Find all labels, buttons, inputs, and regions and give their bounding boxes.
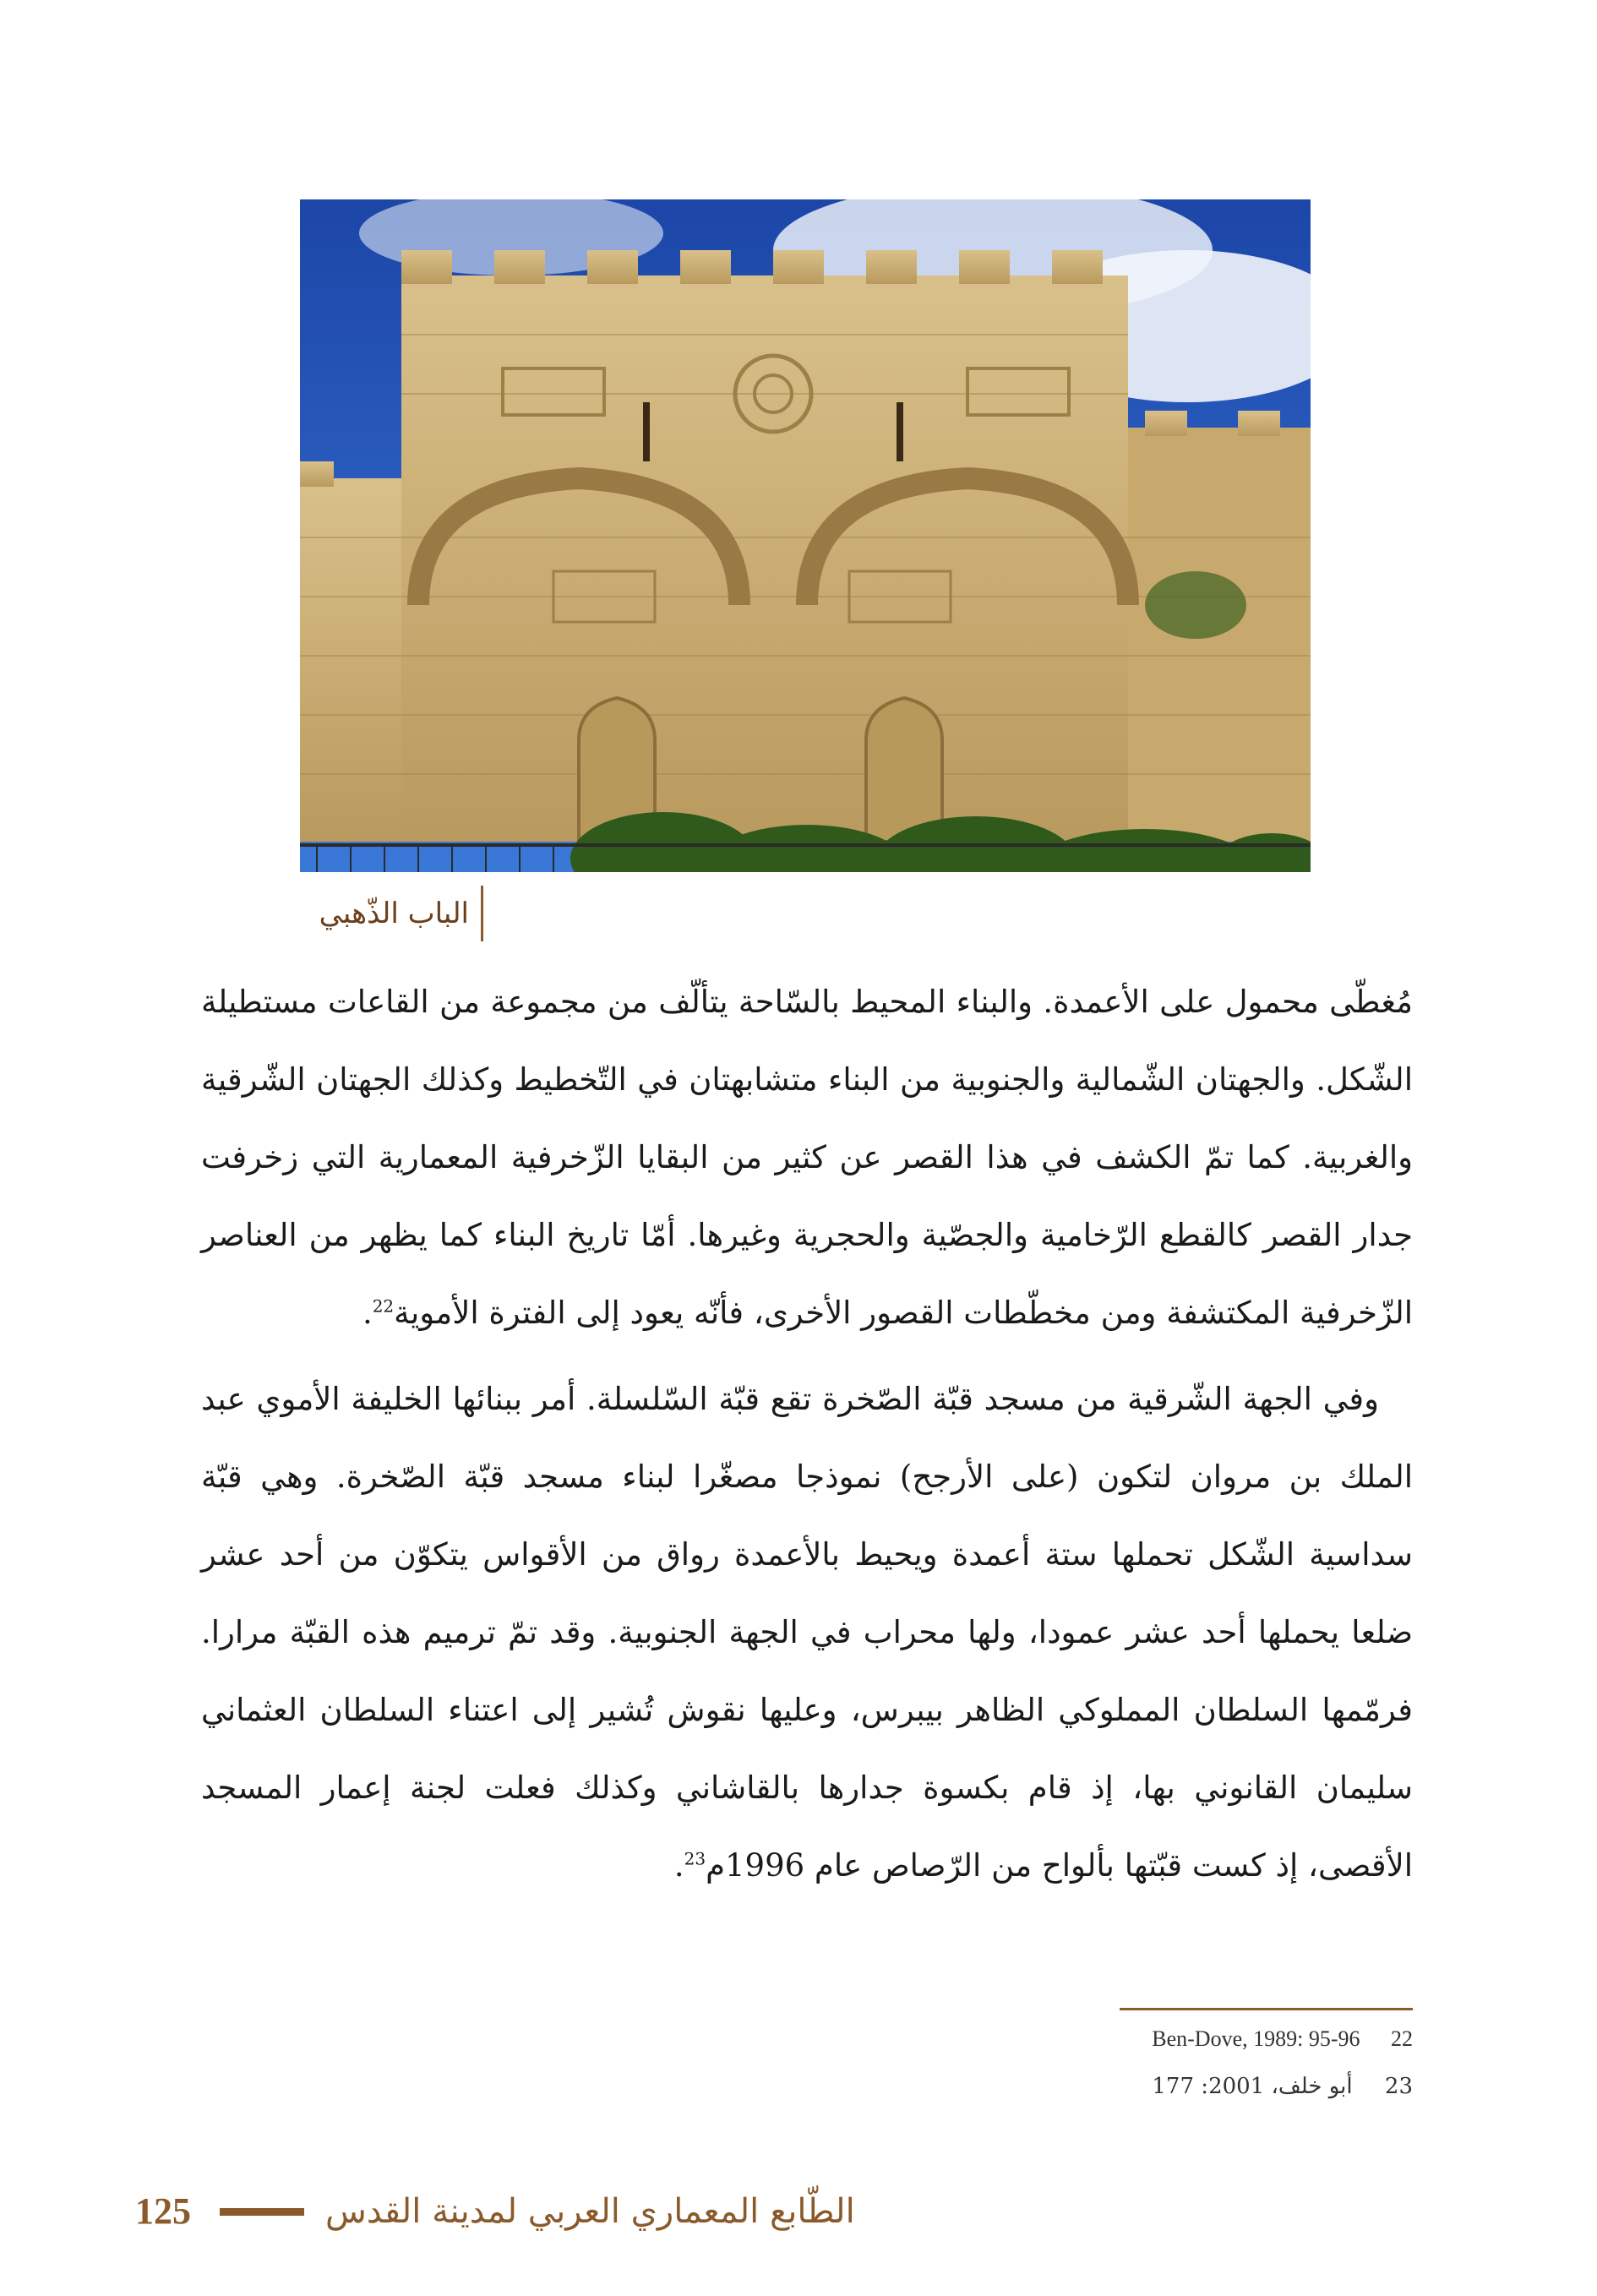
- footnote: [1152, 2074, 1413, 2099]
- footnote-ref[interactable]: 23: [684, 1848, 706, 1869]
- paragraph: مُغطّى محمول على الأعمدة. والبناء المحيط بالسّاحة يتألّف من مجموعة من القاعات مستطيلة الشّكل. والجهتان الشّمالية والجنوبية من البناء متشابهتان في التّخطيط وكذلك الجهتان الشّرقية والغربية. كما تمّ الكشف في هذا القصر عن كثير من البقايا الزّخرفية المعمارية التي زخرفت جدار القصر كالقطع الرّخامية والجصّية والحجرية وغيرها. أمّا تاريخ البناء كما يظهر من العناصر الزّخرفية المكتشفة ومن مخطّطات القصور الأخرى، فأنّه يعود إلى الفترة الأموية$^{22}$.: [201, 984, 1413, 1331]
- body-text: [201, 963, 1413, 1905]
- paragraph: وفي الجهة الشّرقية من مسجد قبّة الصّخرة تقع قبّة السّلسلة. أمر ببنائها الخليفة الأموي عبد الملك بن مروان لتكون (على الأرجح) نموذجا مصغّرا لبناء مسجد قبّة الصّخرة. وهي قبّة سداسية الشّكل تحملها ستة أعمدة ويحيط بالأعمدة رواق من الأقواس يتكوّن من أحد عشر ضلعا يحملها أحد عشر عمودا، ولها محراب في الجهة الجنوبية. وقد تمّ ترميم هذه القبّة مرارا. فرمّمها السلطان المملوكي الظاهر بيبرس، وعليها نقوش تُشير إلى اعتناء السلطان العثماني سليمان القانوني بها، إذ قام بكسوة جدارها بالقاشاني وكذلك فعلت لجنة إعمار المسجد الأقصى، إذ كست قبّتها بألواح من الرّصاص عام 1996م$^{23}$.: [201, 1381, 1413, 1884]
- footnote-number: 22: [1391, 2026, 1413, 2051]
- book-title: الطّابع المعماري العربي لمدينة القدس: [325, 2192, 855, 2231]
- footnote-number: 23: [1384, 2074, 1413, 2099]
- page-number: 125: [135, 2190, 191, 2232]
- golden-gate-photo: [300, 199, 1311, 872]
- page-footer: [135, 2182, 980, 2241]
- footnote-text: Ben-Dove, 1989: 95-96: [1152, 2026, 1360, 2051]
- footnote: [1152, 2026, 1413, 2052]
- figure-caption: الباب الذّهبي: [297, 886, 483, 941]
- footnote-text: أبو خلف، 2001: 177: [1152, 2074, 1353, 2099]
- footer-bar: [220, 2208, 304, 2216]
- footnote-ref[interactable]: 22: [372, 1295, 395, 1317]
- footnote-divider: [1120, 2008, 1413, 2010]
